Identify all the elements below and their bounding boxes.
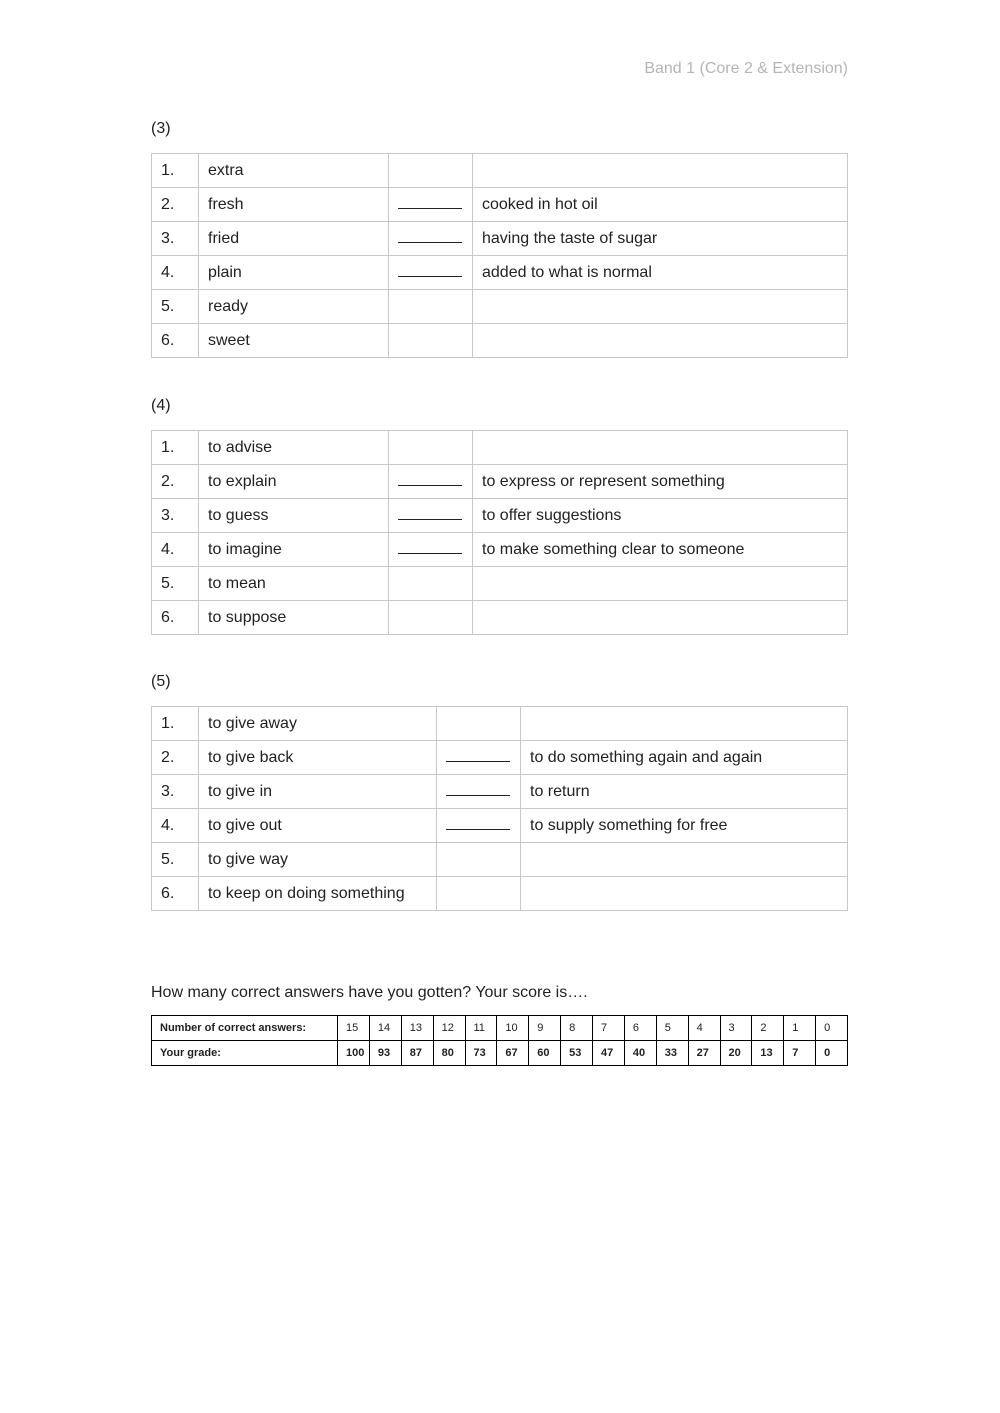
item-word: to give away <box>199 707 437 741</box>
score-question: How many correct answers have you gotten? Your score is…. <box>151 984 588 1001</box>
grade-cell: 80 <box>433 1041 465 1066</box>
grade-cell: 33 <box>656 1041 688 1066</box>
table-row <box>152 877 848 911</box>
item-definition: to offer suggestions <box>473 499 848 533</box>
item-number: 4. <box>152 256 199 290</box>
correct-count-cell: 7 <box>593 1016 625 1041</box>
answer-blank-line[interactable] <box>398 477 462 486</box>
correct-count-cell: 10 <box>497 1016 529 1041</box>
item-word: fried <box>199 222 389 256</box>
item-definition <box>521 843 848 877</box>
correct-answers-label: Number of correct answers: <box>152 1016 338 1041</box>
grade-cell: 73 <box>465 1041 497 1066</box>
answer-blank-cell <box>389 431 473 465</box>
correct-count-cell: 6 <box>624 1016 656 1041</box>
section-5-label: (5) <box>151 673 171 690</box>
table-row <box>152 431 848 465</box>
grade-cell: 67 <box>497 1041 529 1066</box>
item-word: to give back <box>199 741 437 775</box>
table-row <box>152 188 848 222</box>
grade-cell: 13 <box>752 1041 784 1066</box>
answer-blank-line[interactable] <box>398 511 462 520</box>
item-word: fresh <box>199 188 389 222</box>
correct-count-cell: 15 <box>338 1016 370 1041</box>
item-number: 6. <box>152 877 199 911</box>
item-number: 2. <box>152 465 199 499</box>
item-word: to advise <box>199 431 389 465</box>
correct-count-cell: 1 <box>784 1016 816 1041</box>
item-number: 1. <box>152 707 199 741</box>
item-number: 2. <box>152 741 199 775</box>
item-definition <box>473 601 848 635</box>
item-number: 6. <box>152 601 199 635</box>
answer-blank-cell <box>389 567 473 601</box>
matching-table-4 <box>151 430 848 635</box>
item-number: 3. <box>152 499 199 533</box>
item-word: to explain <box>199 465 389 499</box>
correct-count-cell: 5 <box>656 1016 688 1041</box>
item-definition: to make something clear to someone <box>473 533 848 567</box>
correct-count-cell: 8 <box>561 1016 593 1041</box>
table-row <box>152 256 848 290</box>
answer-blank-cell[interactable] <box>437 775 521 809</box>
item-number: 3. <box>152 222 199 256</box>
item-definition <box>473 290 848 324</box>
item-word: to give in <box>199 775 437 809</box>
correct-count-cell: 0 <box>816 1016 848 1041</box>
item-number: 5. <box>152 843 199 877</box>
answer-blank-cell[interactable] <box>389 465 473 499</box>
table-row <box>152 222 848 256</box>
answer-blank-line[interactable] <box>446 787 510 796</box>
table-row <box>152 465 848 499</box>
answer-blank-line[interactable] <box>398 545 462 554</box>
table-row <box>152 707 848 741</box>
item-definition <box>521 707 848 741</box>
item-word: plain <box>199 256 389 290</box>
grade-cell: 87 <box>401 1041 433 1066</box>
item-word: to guess <box>199 499 389 533</box>
item-number: 4. <box>152 809 199 843</box>
answer-blank-line[interactable] <box>446 821 510 830</box>
section-4-label: (4) <box>151 397 171 414</box>
answer-blank-line[interactable] <box>446 753 510 762</box>
table-row <box>152 601 848 635</box>
grade-cell: 27 <box>688 1041 720 1066</box>
answer-blank-cell <box>437 707 521 741</box>
correct-count-cell: 4 <box>688 1016 720 1041</box>
item-definition <box>473 431 848 465</box>
item-definition <box>473 567 848 601</box>
answer-blank-cell[interactable] <box>389 499 473 533</box>
correct-count-cell: 9 <box>529 1016 561 1041</box>
grade-cell: 40 <box>624 1041 656 1066</box>
answer-blank-cell[interactable] <box>389 222 473 256</box>
correct-count-cell: 11 <box>465 1016 497 1041</box>
answer-blank-cell[interactable] <box>437 809 521 843</box>
table-row <box>152 741 848 775</box>
answer-blank-cell <box>389 324 473 358</box>
table-row <box>152 775 848 809</box>
item-definition: added to what is normal <box>473 256 848 290</box>
answer-blank-cell <box>437 877 521 911</box>
item-number: 5. <box>152 567 199 601</box>
item-definition <box>521 877 848 911</box>
correct-count-cell: 14 <box>369 1016 401 1041</box>
item-word: ready <box>199 290 389 324</box>
table-row <box>152 154 848 188</box>
item-number: 5. <box>152 290 199 324</box>
answer-blank-cell[interactable] <box>389 533 473 567</box>
matching-table-3 <box>151 153 848 358</box>
item-word: to keep on doing something <box>199 877 437 911</box>
item-definition: to return <box>521 775 848 809</box>
grade-cell: 0 <box>816 1041 848 1066</box>
grade-cell: 53 <box>561 1041 593 1066</box>
section-3-label: (3) <box>151 120 171 137</box>
grade-cell: 7 <box>784 1041 816 1066</box>
answer-blank-line[interactable] <box>398 268 462 277</box>
grade-cell: 100 <box>338 1041 370 1066</box>
item-word: to mean <box>199 567 389 601</box>
item-word: sweet <box>199 324 389 358</box>
item-number: 1. <box>152 431 199 465</box>
table-row <box>152 533 848 567</box>
item-definition <box>473 154 848 188</box>
correct-count-cell: 3 <box>720 1016 752 1041</box>
item-number: 3. <box>152 775 199 809</box>
matching-table-5 <box>151 706 848 911</box>
page-header: Band 1 (Core 2 & Extension) <box>644 60 848 77</box>
answer-blank-line[interactable] <box>398 234 462 243</box>
answer-blank-cell[interactable] <box>389 256 473 290</box>
item-number: 4. <box>152 533 199 567</box>
item-number: 6. <box>152 324 199 358</box>
table-row <box>152 809 848 843</box>
answer-blank-line[interactable] <box>398 200 462 209</box>
item-word: to give way <box>199 843 437 877</box>
answer-blank-cell[interactable] <box>437 741 521 775</box>
answer-blank-cell <box>437 843 521 877</box>
item-word: extra <box>199 154 389 188</box>
item-word: to imagine <box>199 533 389 567</box>
table-row <box>152 567 848 601</box>
grade-cell: 93 <box>369 1041 401 1066</box>
answer-blank-cell <box>389 154 473 188</box>
item-word: to suppose <box>199 601 389 635</box>
answer-blank-cell <box>389 290 473 324</box>
item-number: 2. <box>152 188 199 222</box>
table-row <box>152 290 848 324</box>
table-row <box>152 324 848 358</box>
item-number: 1. <box>152 154 199 188</box>
grade-cell: 20 <box>720 1041 752 1066</box>
grade-row <box>152 1041 848 1066</box>
score-table <box>151 1015 848 1066</box>
correct-count-cell: 13 <box>401 1016 433 1041</box>
item-definition: cooked in hot oil <box>473 188 848 222</box>
grade-label: Your grade: <box>152 1041 338 1066</box>
table-row <box>152 843 848 877</box>
correct-count-cell: 2 <box>752 1016 784 1041</box>
item-definition: to supply something for free <box>521 809 848 843</box>
answer-blank-cell <box>389 601 473 635</box>
table-row <box>152 499 848 533</box>
correct-answers-row <box>152 1016 848 1041</box>
answer-blank-cell[interactable] <box>389 188 473 222</box>
item-definition: to express or represent something <box>473 465 848 499</box>
item-definition: to do something again and again <box>521 741 848 775</box>
item-word: to give out <box>199 809 437 843</box>
item-definition <box>473 324 848 358</box>
correct-count-cell: 12 <box>433 1016 465 1041</box>
grade-cell: 60 <box>529 1041 561 1066</box>
grade-cell: 47 <box>593 1041 625 1066</box>
item-definition: having the taste of sugar <box>473 222 848 256</box>
